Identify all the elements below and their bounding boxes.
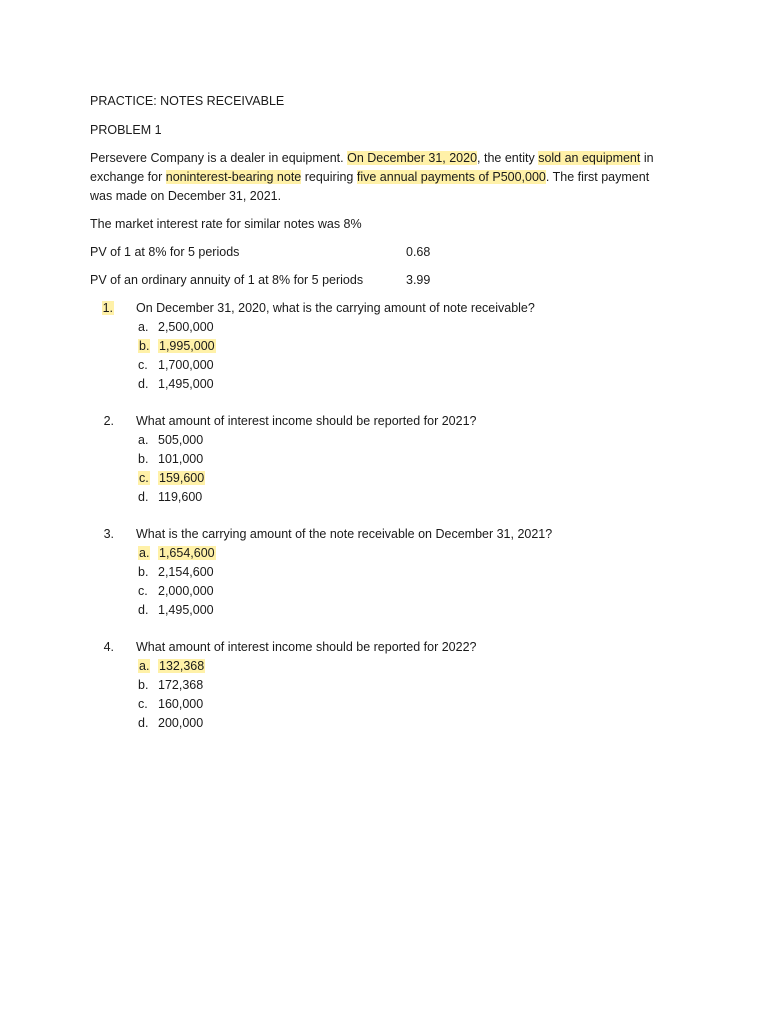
option-item [138, 318, 680, 337]
question-item [90, 638, 680, 733]
question-header [90, 299, 680, 318]
option-letter: b. [138, 565, 149, 579]
option-letter: c. [138, 697, 148, 711]
option-letter [138, 544, 158, 563]
option-item [138, 450, 680, 469]
problem-heading: PROBLEM 1 [90, 123, 162, 137]
option-letter: c. [138, 584, 148, 598]
option-letter-highlight: a. [139, 659, 150, 673]
option-letter [138, 469, 158, 488]
option-value: 101,000 [158, 452, 204, 466]
intro-segment: in exchange for [90, 151, 654, 184]
option-letter: d. [138, 603, 149, 617]
option-value: 1,700,000 [158, 358, 214, 372]
option-letter-highlight: c. [139, 471, 149, 485]
intro-segment-highlighted: five annual payments of P500,000 [356, 170, 546, 184]
option-value: 200,000 [158, 716, 204, 730]
option-item-highlighted [138, 469, 680, 488]
pv-label: PV of 1 at 8% for 5 periods [90, 245, 240, 259]
option-value: 2,154,600 [158, 565, 214, 579]
option-value-highlight: 1,995,000 [159, 339, 215, 353]
question-number [90, 299, 136, 318]
option-item-highlighted [138, 657, 680, 676]
option-letter: c. [138, 358, 148, 372]
option-letter [138, 337, 158, 356]
option-item [138, 676, 680, 695]
question-header [90, 525, 680, 544]
question-text: On December 31, 2020, what is the carrying amount of note receivable? [136, 301, 535, 315]
option-value: 2,000,000 [158, 584, 214, 598]
option-letter: b. [138, 678, 149, 692]
question-item [90, 299, 680, 394]
option-item [138, 695, 680, 714]
option-value [158, 544, 216, 563]
pv-value: 3.99 [406, 273, 431, 287]
option-letter: d. [138, 377, 149, 391]
question-item [90, 525, 680, 620]
market-rate-text: The market interest rate for similar notes was 8% [90, 217, 362, 231]
pv-label: PV of an ordinary annuity of 1 at 8% for 5 periods [90, 273, 364, 287]
option-letter-highlight: b. [139, 339, 150, 353]
intro-segment-highlighted: On December 31, 2020 [347, 151, 478, 165]
document-title: PRACTICE: NOTES RECEIVABLE [90, 94, 285, 108]
option-value: 119,600 [158, 490, 203, 504]
intro-segment-highlighted: noninterest-bearing note [165, 170, 302, 184]
question-number: 3. [103, 527, 114, 541]
question-number: 4. [103, 640, 114, 654]
option-letter: d. [138, 490, 149, 504]
problem-intro [90, 149, 665, 206]
option-value-highlight: 159,600 [159, 471, 205, 485]
option-letter-highlight: a. [139, 546, 150, 560]
intro-segment-highlighted: sold an equipment [538, 151, 641, 165]
option-list [90, 431, 680, 507]
option-item [138, 601, 680, 620]
option-value [158, 657, 205, 676]
intro-segment: , the entity [477, 151, 539, 165]
option-item-highlighted [138, 337, 680, 356]
pv-value: 0.68 [406, 245, 431, 259]
intro-segment: Persevere Company is a dealer in equipment. [90, 151, 348, 165]
option-list [90, 544, 680, 620]
option-value-highlight: 132,368 [159, 659, 205, 673]
option-value: 2,500,000 [158, 320, 214, 334]
question-header [90, 412, 680, 431]
option-item [138, 375, 680, 394]
option-letter: a. [138, 433, 149, 447]
question-number: 2. [103, 414, 114, 428]
option-item-highlighted [138, 544, 680, 563]
option-item [138, 356, 680, 375]
question-list [90, 299, 680, 733]
document-page [90, 92, 680, 751]
question-text: What amount of interest income should be reported for 2021? [136, 414, 477, 428]
option-list [90, 318, 680, 394]
option-value [158, 469, 205, 488]
option-value: 1,495,000 [158, 603, 214, 617]
option-item [138, 714, 680, 733]
option-item [138, 488, 680, 507]
pv-row [90, 271, 680, 290]
question-header [90, 638, 680, 657]
option-value: 172,368 [158, 678, 204, 692]
option-value: 1,495,000 [158, 377, 214, 391]
pv-row [90, 243, 680, 262]
option-letter: a. [138, 320, 149, 334]
option-list [90, 657, 680, 733]
option-letter: b. [138, 452, 149, 466]
option-value: 505,000 [158, 433, 204, 447]
option-letter: d. [138, 716, 149, 730]
option-item [138, 563, 680, 582]
option-value-highlight: 1,654,600 [159, 546, 215, 560]
option-value: 160,000 [158, 697, 204, 711]
question-number-highlighted: 1. [102, 301, 113, 315]
option-value [158, 337, 216, 356]
question-text: What amount of interest income should be reported for 2022? [136, 640, 477, 654]
intro-segment: . The first payment was made on December 31, 2021. [90, 170, 650, 203]
option-letter [138, 657, 158, 676]
question-item [90, 412, 680, 507]
option-item [138, 582, 680, 601]
option-item [138, 431, 680, 450]
question-text: What is the carrying amount of the note receivable on December 31, 2021? [136, 527, 553, 541]
intro-segment: requiring [301, 170, 357, 184]
